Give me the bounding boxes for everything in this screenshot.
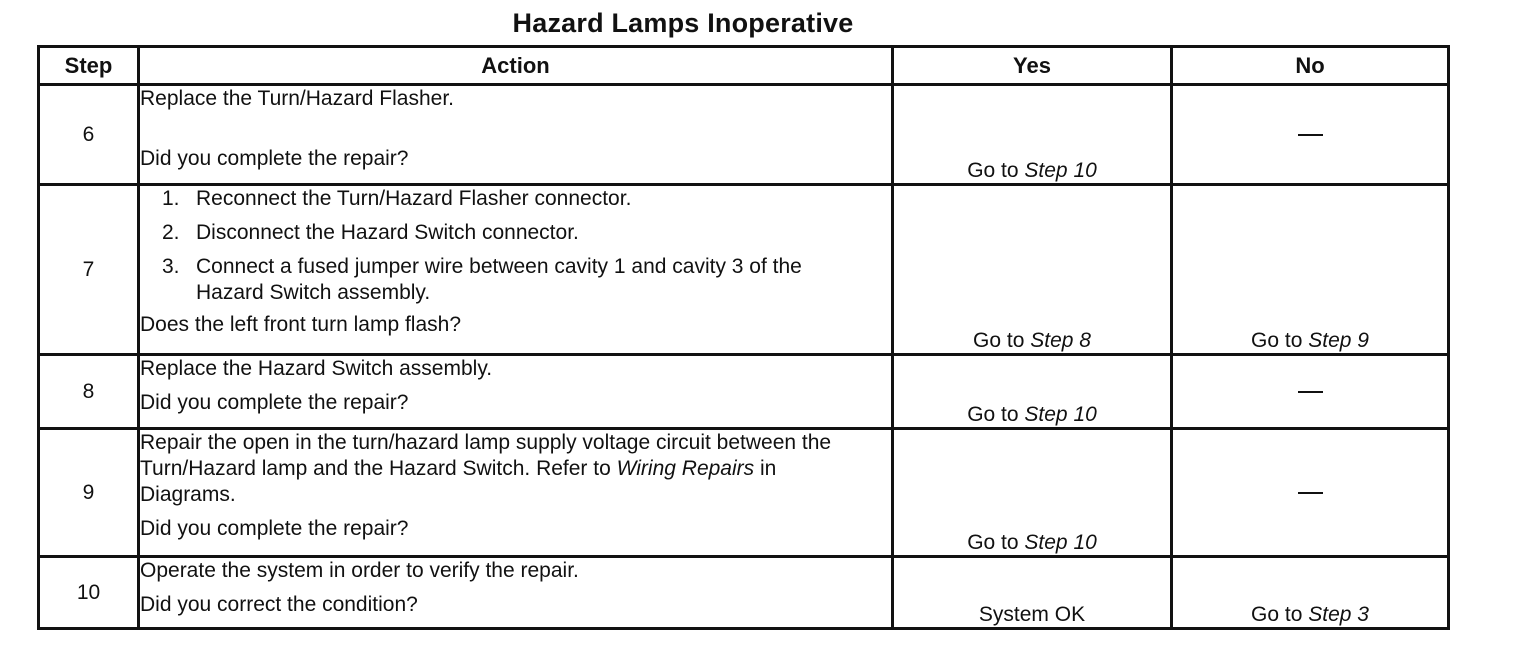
header-action: Action xyxy=(139,47,893,85)
no-step-ref: Step 3 xyxy=(1308,603,1369,626)
action-cell xyxy=(139,429,893,557)
action-cell xyxy=(139,185,893,355)
yes-prefix: Go to xyxy=(967,531,1019,554)
no-cell xyxy=(1172,85,1449,185)
no-prefix: Go to xyxy=(1251,603,1303,626)
step-number: 10 xyxy=(39,557,139,629)
header-yes: Yes xyxy=(893,47,1172,85)
yes-step-ref: Step 8 xyxy=(1030,329,1091,352)
no-dash xyxy=(1298,391,1323,393)
step-number: 7 xyxy=(39,185,139,355)
action-cell xyxy=(139,355,893,429)
yes-cell xyxy=(893,429,1172,557)
yes-step-ref: Step 10 xyxy=(1024,403,1097,426)
list-text: Disconnect the Hazard Switch connector. xyxy=(196,221,579,244)
action-cell xyxy=(139,557,893,629)
list-text: Connect a fused jumper wire between cavity 1 and cavity 3 of the Hazard Switch assembly. xyxy=(196,255,802,304)
action-cell xyxy=(139,85,893,185)
table-row xyxy=(39,355,1449,429)
list-number: 1. xyxy=(162,187,180,210)
action-text: Replace the Turn/Hazard Flasher. xyxy=(140,87,454,110)
step-number: 9 xyxy=(39,429,139,557)
action-question: Does the left front turn lamp flash? xyxy=(140,313,461,336)
list-item xyxy=(162,186,891,212)
yes-prefix: Go to xyxy=(967,403,1019,426)
yes-text: System OK xyxy=(978,603,1086,626)
action-text: Operate the system in order to verify the repair. xyxy=(140,559,579,582)
step-number: 6 xyxy=(39,85,139,185)
list-item xyxy=(162,220,891,246)
yes-step-ref: Step 10 xyxy=(1024,159,1097,182)
table-row xyxy=(39,429,1449,557)
header-step: Step xyxy=(39,47,139,85)
action-text-body: Repair the open in the turn/hazard lamp supply voltage circuit between the Turn/Hazard lamp and the Hazard Switch. Refer to xyxy=(140,431,832,480)
list-item xyxy=(162,254,891,306)
no-dash xyxy=(1298,134,1323,136)
no-cell xyxy=(1172,429,1449,557)
no-cell xyxy=(1172,185,1449,355)
no-cell xyxy=(1172,557,1449,629)
yes-prefix: Go to xyxy=(967,159,1019,182)
action-question: Did you complete the repair? xyxy=(140,147,409,170)
page-title: Hazard Lamps Inoperative xyxy=(512,8,854,38)
no-step-ref: Step 9 xyxy=(1308,329,1369,352)
action-reference: Wiring Repairs xyxy=(616,457,755,480)
list-text: Reconnect the Turn/Hazard Flasher connector. xyxy=(196,187,632,210)
header-no: No xyxy=(1172,47,1449,85)
yes-cell xyxy=(893,85,1172,185)
diagnostic-table xyxy=(37,45,1450,630)
table-row xyxy=(39,85,1449,185)
action-question: Did you correct the condition? xyxy=(140,593,418,616)
table-row xyxy=(39,557,1449,629)
no-dash xyxy=(1298,492,1323,494)
yes-prefix: Go to xyxy=(973,329,1025,352)
no-cell xyxy=(1172,355,1449,429)
action-text: Replace the Hazard Switch assembly. xyxy=(140,357,493,380)
no-prefix: Go to xyxy=(1251,329,1303,352)
header-row xyxy=(39,47,1449,85)
action-question: Did you complete the repair? xyxy=(140,517,409,540)
yes-cell xyxy=(893,557,1172,629)
action-text xyxy=(140,430,891,508)
list-number: 2. xyxy=(162,221,180,244)
yes-step-ref: Step 10 xyxy=(1024,531,1097,554)
action-text-tail: in Diagrams. xyxy=(140,457,777,506)
table-row xyxy=(39,185,1449,355)
yes-cell xyxy=(893,185,1172,355)
action-question: Did you complete the repair? xyxy=(140,391,409,414)
step-number: 8 xyxy=(39,355,139,429)
yes-cell xyxy=(893,355,1172,429)
list-number: 3. xyxy=(162,255,180,278)
